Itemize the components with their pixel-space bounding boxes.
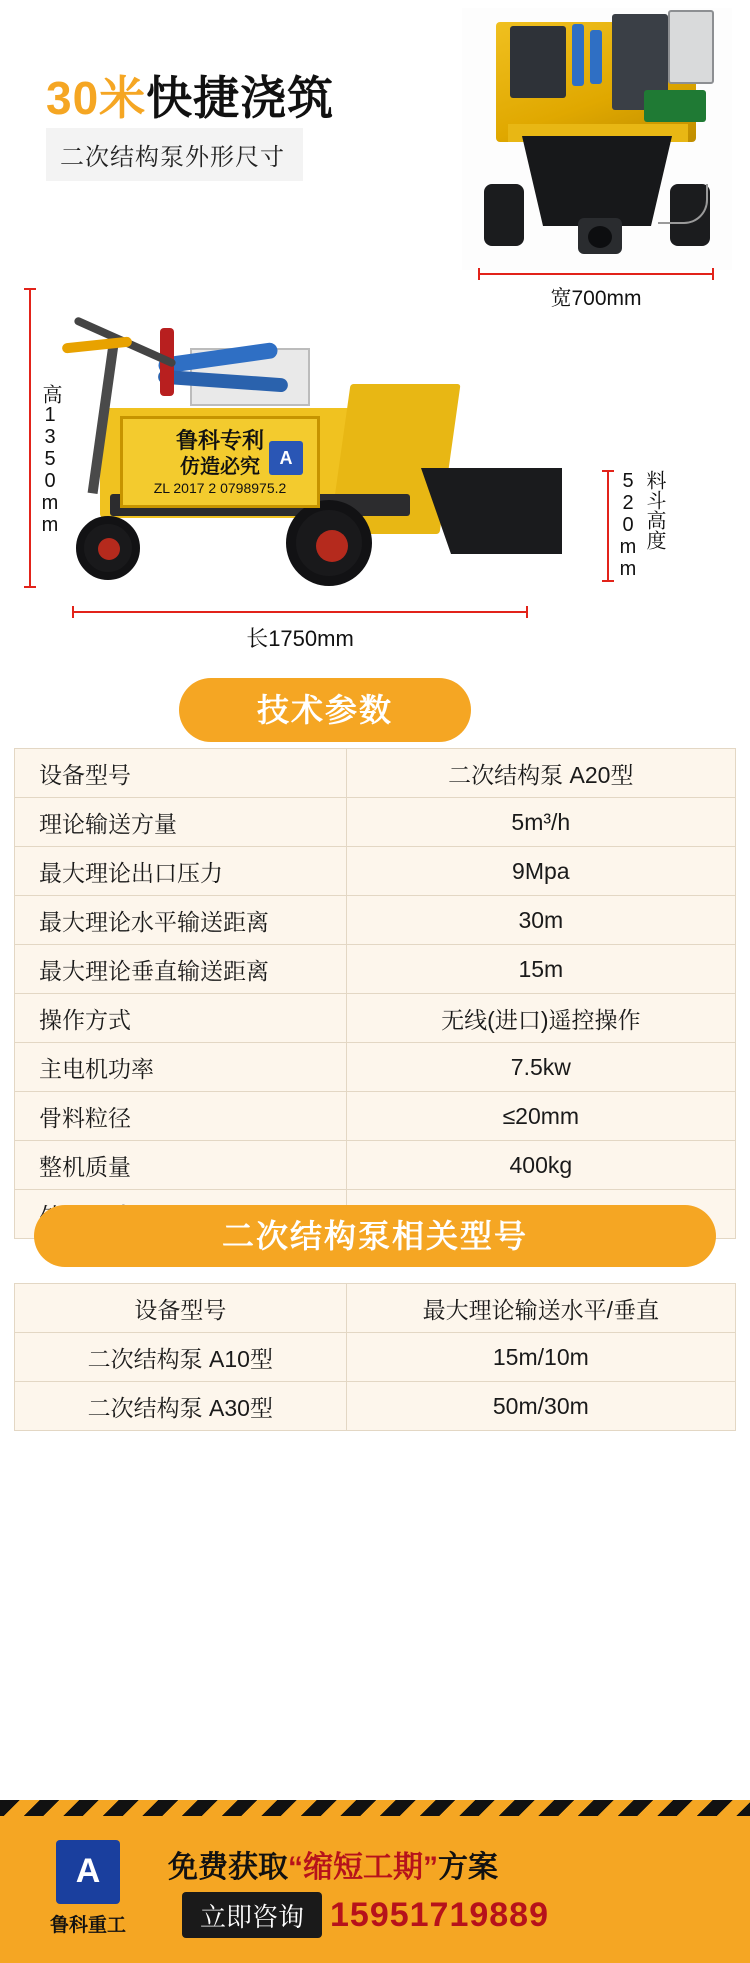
table-row [15, 1141, 736, 1190]
footer-cta [0, 1800, 750, 1963]
table-row [15, 847, 736, 896]
model-value: 50m/30m [346, 1382, 735, 1431]
machine-side-photo [40, 288, 590, 598]
patent-plate-line1: 鲁科专利 [175, 428, 264, 453]
spec-key: 最大理论垂直输送距离 [15, 945, 347, 994]
machine-dark-block-left [510, 26, 566, 98]
material-hopper [522, 136, 672, 226]
hydraulic-cylinder-1 [572, 24, 584, 86]
dimension-cap-right [712, 268, 714, 280]
dimension-cap-top [24, 288, 36, 290]
spec-section-banner: 技术参数 [179, 678, 471, 742]
caution-stripe [0, 1800, 750, 1816]
dimension-cap-bottom-hopper [602, 580, 614, 582]
control-panel [668, 10, 714, 84]
model-value: 15m/10m [346, 1333, 735, 1382]
spec-key: 设备型号 [15, 749, 347, 798]
footer-headline-quoted: “缩短工期” [288, 1851, 438, 1884]
handle-grip [62, 336, 133, 353]
footer-headline-pre: 免费获取 [168, 1851, 288, 1884]
hydraulic-cylinder-2 [590, 30, 602, 84]
spec-key: 骨料粒径 [15, 1092, 347, 1141]
patent-plate [120, 416, 320, 508]
models-header-key: 设备型号 [15, 1284, 347, 1333]
brand-logo-icon: A [269, 441, 303, 475]
height-dimension [18, 288, 61, 588]
length-dimension [72, 606, 528, 653]
hopper-height-dimension [596, 470, 665, 582]
spec-value: 15m [346, 945, 735, 994]
hopper-height-caption: 料斗高度 [643, 470, 665, 550]
model-key: 二次结构泵 A30型 [15, 1382, 347, 1431]
dimension-line-vertical-hopper [602, 470, 614, 582]
dimension-line-vertical [24, 288, 36, 588]
spec-key: 最大理论出口压力 [15, 847, 347, 896]
table-row [15, 1382, 736, 1431]
spec-value: 30m [346, 896, 735, 945]
table-row [15, 1092, 736, 1141]
outlet-port [578, 218, 622, 254]
spec-key: 操作方式 [15, 994, 347, 1043]
footer-headline-post: 方案 [438, 1851, 498, 1884]
table-row [15, 1333, 736, 1382]
page-title-accent: 30米 [46, 72, 147, 124]
phone-number[interactable]: 15951719889 [330, 1896, 550, 1934]
spec-value: 无线(进口)遥控操作 [346, 994, 735, 1043]
footer-headline [168, 1842, 728, 1886]
spec-key: 最大理论水平输送距离 [15, 896, 347, 945]
page-title [46, 62, 334, 128]
patent-plate-line3: ZL 2017 2 0798975.2 [153, 479, 287, 496]
width-dimension-label: 宽700mm [550, 287, 642, 310]
spec-value: 400kg [346, 1141, 735, 1190]
front-wheel [76, 516, 140, 580]
spec-value: 5m³/h [346, 798, 735, 847]
page-subtitle: 二次结构泵外形尺寸 [46, 128, 303, 181]
motor-cover [644, 90, 706, 122]
spec-key: 主电机功率 [15, 1043, 347, 1092]
table-row [15, 994, 736, 1043]
dimension-cap-left [478, 268, 480, 280]
height-dimension-label: 高1350mm [39, 384, 61, 536]
table-row [15, 798, 736, 847]
spec-value: ≤20mm [346, 1092, 735, 1141]
company-name: 鲁科重工 [49, 1914, 126, 1936]
spec-key: 理论输送方量 [15, 798, 347, 847]
dimension-cap-top-hopper [602, 470, 614, 472]
table-row [15, 945, 736, 994]
models-section-banner: 二次结构泵相关型号 [34, 1205, 716, 1267]
table-row [15, 896, 736, 945]
machine-front-photo [462, 8, 732, 270]
consult-button[interactable]: 立即咨询 [182, 1892, 322, 1938]
dimension-line-horizontal-length [72, 606, 528, 618]
dimension-cap-left-length [72, 606, 74, 618]
rear-wheel [286, 500, 372, 586]
wheel-left [484, 184, 524, 246]
spec-value: 二次结构泵 A20型 [346, 749, 735, 798]
spec-value: 7.5kw [346, 1043, 735, 1092]
page-header [0, 0, 750, 310]
company-logo-icon: A [56, 1840, 120, 1904]
table-row [15, 749, 736, 798]
table-row [15, 1043, 736, 1092]
hopper-height-value-label: 520mm [617, 470, 639, 580]
patent-plate-line2: 仿造必究 [180, 455, 260, 478]
dimension-line-horizontal [478, 268, 714, 280]
models-header-value: 最大理论输送水平/垂直 [346, 1284, 735, 1333]
dimension-cap-right-length [526, 606, 528, 618]
spec-value: 9Mpa [346, 847, 735, 896]
company-logo [28, 1838, 148, 1938]
spec-table [14, 748, 736, 1239]
models-table [14, 1283, 736, 1431]
spec-key: 整机质量 [15, 1141, 347, 1190]
length-dimension-label: 长1750mm [246, 626, 354, 651]
table-header-row [15, 1284, 736, 1333]
dimension-cap-bottom [24, 586, 36, 588]
page-title-rest: 快捷浇筑 [146, 72, 335, 124]
model-key: 二次结构泵 A10型 [15, 1333, 347, 1382]
